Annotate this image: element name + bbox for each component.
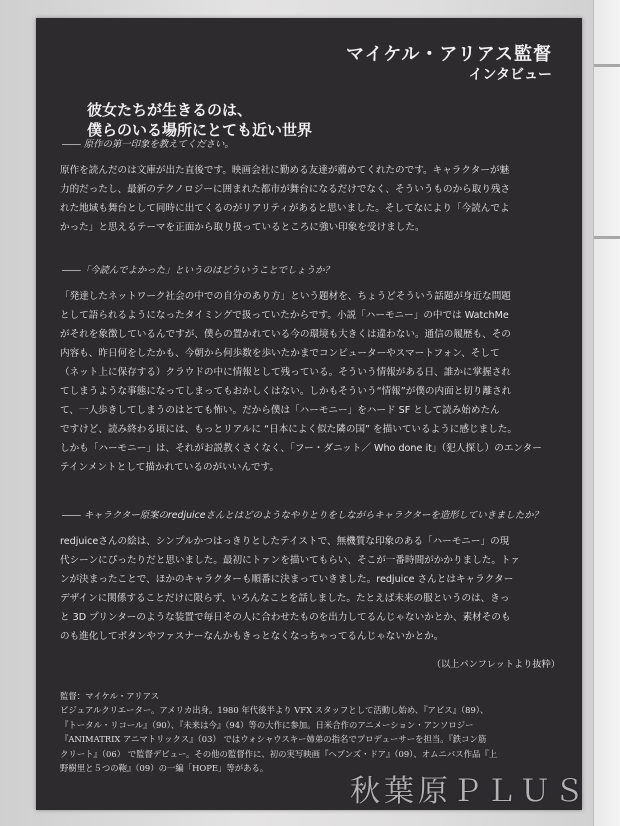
answer-line: 代シーンにぴったりだと思いました。最初にトァンを描いてもらい、そこが一番時間がかかりました。トァ (60, 555, 520, 566)
interview-answer (60, 287, 566, 477)
answer-line: かった」と思えるテーマを正面から取り扱っているところに強い印象を受けました。 (60, 222, 425, 233)
site-watermark: 秋葉原ＰＬＵＳ (350, 774, 588, 809)
answer-line: として語られるようになったタイミングで扱っていたからです。小説「ハーモニー」の中では WatchMe (60, 310, 509, 321)
answer-line: 原作を読んだのは文庫が出た直後です。映画会社に勤める友達が薦めてくれたのです。キャラクターが魅 (60, 165, 510, 176)
interview-question: ――「今読んでよかった」というのはどういうことでしょうか？ (62, 265, 334, 276)
headline-line: 僕らのいる場所にとても近い世界 (87, 121, 313, 139)
bio-line: 『トータル・リコール』（90）、『未来は今』（94）等の大作に参加。日米合作のアニメーション・アンソロジー (60, 719, 474, 730)
interview-question: ―― 原作の第一印象を教えてください。 (62, 139, 234, 150)
answer-line: のも進化してボタンやファスナーなんかもきっとなくなっちゃってるんじゃないかとか。 (60, 631, 444, 642)
answer-line: 内容も、昨日何をしたかも、今朝から何歩数を歩いたかまでコンピューターやスマートフォン、そして (60, 348, 500, 359)
answer-line: 「発達したネットワーク社会の中での自分のあり方」という題材を、ちょうどそういう話題が身近な問題 (60, 291, 511, 302)
answer-line: redjuiceさんの絵は、シンプルかつはっきりとしたテイストで、無機質な印象のある「ハーモニー」の現 (60, 536, 510, 547)
wall-rail (594, 236, 620, 239)
source-note: （以上パンフレットより抜粋） (431, 659, 560, 670)
bio-line: クリート』（06） で監督デビュー。その他の監督作に、初の実写映画『ヘブンズ・ドア』（09）、オムニバス作品『上 (60, 748, 498, 759)
poster-title: マイケル・アリアス監督 (346, 44, 552, 65)
bio-line: ビジュアルクリエーター。アメリカ出身。1980 年代後半より VFX スタッフとして活動し始め、『アビス』（89）、 (60, 705, 489, 716)
poster-board (36, 18, 582, 810)
answer-line: てしまうような事態になってしまってもおかしくはない。しかもそういう“情報”が僕の内面と切り離され (60, 386, 512, 397)
headline (87, 100, 527, 140)
answer-line: ンが決まったことで、ほかのキャラクターも順番に決まっていきました。redjuice さんとはキャラクター (60, 574, 514, 585)
director-bio (60, 689, 570, 775)
answer-line: デザインに関係することだけに限らず、いろんなことを話しました。たとえば未来の服というのは、きっ (60, 593, 510, 604)
bio-line: 野樹里と５つの鞄』（09）の一編「HOPE」等がある。 (60, 763, 269, 774)
interview-question: ―― キャラクター原案のredjuiceさんとはどのようなやりとりをしながらキャラクターを造形していきましたか？ (62, 510, 543, 521)
answer-line: と 3D プリンターのような装置で毎日その人に合わせたものを出力してるんじゃないかとか、素材そのも (60, 612, 511, 623)
interview-answer (60, 161, 566, 237)
answer-line: しかも「ハーモニー」は、それがお説教くさくなく、「フー・ダニット／ Who done it」（犯人探し）のエンター (60, 443, 542, 454)
wall-rail (594, 64, 620, 67)
poster-subtitle: インタビュー (468, 67, 552, 83)
answer-line: （ネット上に保存する）クラウドの中に情報として残っている。そういう情報がある日、誰かに掌握され (60, 367, 511, 378)
title-block (346, 44, 552, 84)
bio-line: 監督：マイケル・アリアス (60, 691, 160, 701)
answer-line: テインメントとして描かれているのがいいんです。 (60, 462, 279, 473)
answer-line: て、一人歩きしてしまうのはとても怖い。だから僕は「ハーモニー」をハード SF として読み始めたん (60, 405, 500, 416)
answer-line: ですけど、読み終わる頃には、もっとリアルに “日本によく似た隣の国” を描いているように感じました。 (60, 424, 517, 435)
answer-line: 力的だったし、最新のテクノロジーに囲まれた都市が舞台になるだけでなく、そういうものから取り残さ (60, 184, 511, 195)
answer-line: がそれを象徴しているんですが、僕らの置かれている今の環境も大きくは違わない。通信の履歴も、その (60, 329, 511, 340)
answer-line: れた地域も舞台として同時に出てくるのがリアリティがあると思いました。そしてなにより「今読んでよ (60, 203, 510, 214)
headline-line: 彼女たちが生きるのは、 (87, 101, 253, 119)
wall-edge (593, 0, 620, 826)
interview-answer (60, 532, 566, 646)
bio-line: 『ANIMATRIX アニマトリックス』（03） ではウォシャウスキー姉弟の指名でプロデューサーを担当。『鉄コン筋 (60, 734, 487, 745)
